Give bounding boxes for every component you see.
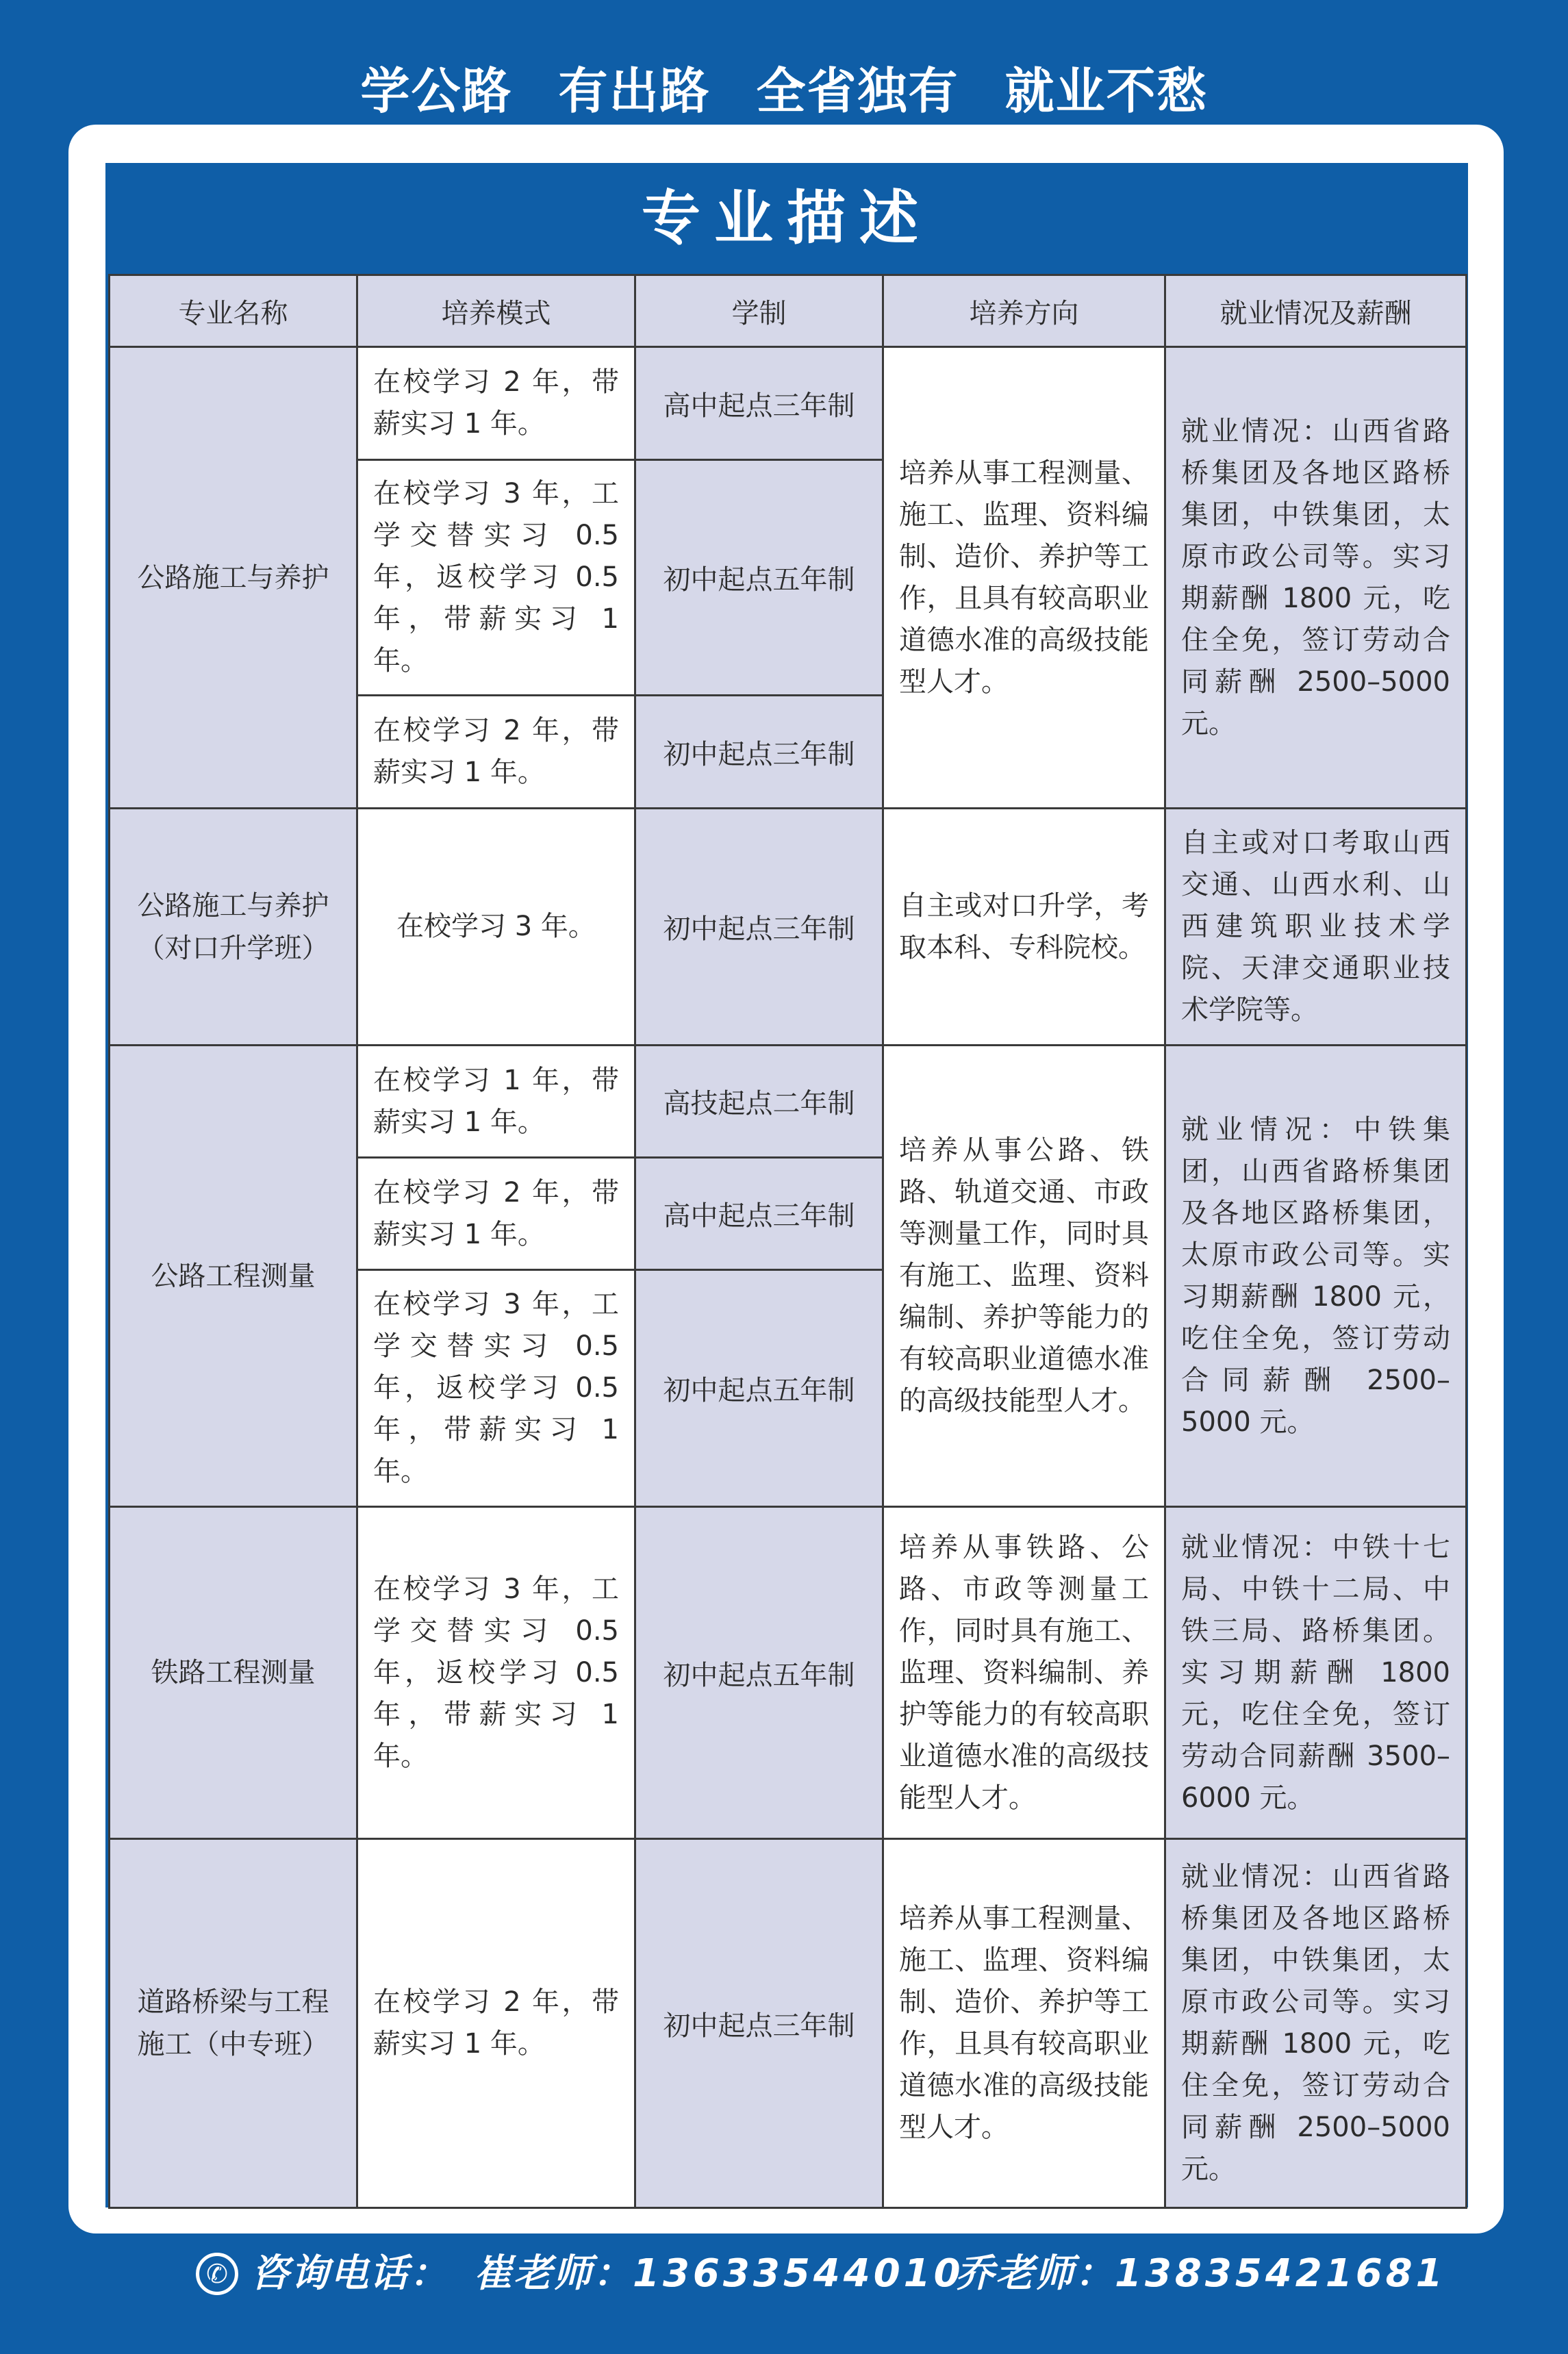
header-system: 学制: [635, 275, 883, 347]
contact-footer: [0, 2236, 1568, 2312]
contact1-phone[interactable]: 13633544010: [633, 2251, 964, 2296]
table-row: [110, 1839, 1467, 2208]
contact1-name: 崔老师：: [474, 2251, 633, 2296]
table-row: [110, 809, 1467, 1046]
table-row: [110, 347, 1467, 460]
header-mode: 培养模式: [357, 275, 635, 347]
major-name: 公路工程测量: [110, 1046, 357, 1507]
table-header-row: [110, 275, 1467, 347]
employment-info: 就业情况：中铁十七局、中铁十二局、中铁三局、路桥集团。实习期薪酬 1800 元，吃住全免，签订劳动合同薪酬 3500–6000 元。: [1165, 1507, 1467, 1839]
training-direction: 培养从事工程测量、施工、监理、资料编制、造价、养护等工作，且具有较高职业道德水准的高级技能型人才。: [883, 347, 1165, 809]
employment-info: 就业情况：山西省路桥集团及各地区路桥集团，中铁集团，太原市政公司等。实习期薪酬 1800 元，吃住全免，签订劳动合同薪酬 2500–5000 元。: [1165, 1839, 1467, 2208]
employment-info: 就业情况：中铁集团，山西省路桥集团及各地区路桥集团，太原市政公司等。实习期薪酬 1800 元，吃住全免，签订劳动合同薪酬 2500–5000 元。: [1165, 1046, 1467, 1507]
major-name: 铁路工程测量: [110, 1507, 357, 1839]
training-mode: 在校学习 2 年，带薪实习 1 年。: [357, 347, 635, 460]
school-system: 高中起点三年制: [635, 1158, 883, 1270]
school-system: 初中起点五年制: [635, 1270, 883, 1507]
slogan-3: 全省独有: [756, 62, 959, 120]
school-system: 初中起点五年制: [635, 1507, 883, 1839]
major-description-panel: [105, 163, 1468, 2207]
school-system: 高技起点二年制: [635, 1046, 883, 1158]
training-mode: 在校学习 2 年，带薪实习 1 年。: [357, 1158, 635, 1270]
contact2-name: 乔老师：: [956, 2251, 1115, 2296]
table-row: [110, 1046, 1467, 1158]
slogan-banner: [0, 53, 1568, 129]
contact-line-2: [956, 2236, 1446, 2312]
header-direction: 培养方向: [883, 275, 1165, 347]
phone-icon: ✆: [196, 2253, 238, 2295]
school-system: 初中起点三年制: [635, 809, 883, 1046]
school-system: 初中起点三年制: [635, 696, 883, 809]
training-direction: 培养从事公路、铁路、轨道交通、市政等测量工作，同时具有施工、监理、资料编制、养护等能力的有较高职业道德水准的高级技能型人才。: [883, 1046, 1165, 1507]
employment-info: 自主或对口考取山西交通、山西水利、山西建筑职业技术学院、天津交通职业技术学院等。: [1165, 809, 1467, 1046]
training-mode: 在校学习 2 年，带薪实习 1 年。: [357, 696, 635, 809]
panel-title: 专业描述: [642, 184, 932, 253]
training-direction: 培养从事铁路、公路、市政等测量工作，同时具有施工、监理、资料编制、养护等能力的有较高职业道德水准的高级技能型人才。: [883, 1507, 1165, 1839]
contact-line-1: [251, 2236, 964, 2312]
contact2-phone[interactable]: 13835421681: [1115, 2251, 1446, 2296]
major-name-line-2: （对口升学班）: [137, 932, 329, 964]
training-mode: 在校学习 3 年。: [357, 809, 635, 1046]
training-mode: 在校学习 3 年，工学交替实习 0.5 年，返校学习 0.5 年，带薪实习 1 年。: [357, 460, 635, 696]
header-name: 专业名称: [110, 275, 357, 347]
school-system: 初中起点五年制: [635, 460, 883, 696]
major-table: [108, 274, 1467, 2209]
major-name: [110, 809, 357, 1046]
employment-info: 就业情况：山西省路桥集团及各地区路桥集团，中铁集团，太原市政公司等。实习期薪酬 1800 元，吃住全免，签订劳动合同薪酬 2500–5000 元。: [1165, 347, 1467, 809]
training-mode: 在校学习 3 年，工学交替实习 0.5 年，返校学习 0.5 年，带薪实习 1 年。: [357, 1507, 635, 1839]
school-system: 初中起点三年制: [635, 1839, 883, 2208]
school-system: 高中起点三年制: [635, 347, 883, 460]
header-employment: 就业情况及薪酬: [1165, 275, 1467, 347]
training-direction: 培养从事工程测量、施工、监理、资料编制、造价、养护等工作，且具有较高职业道德水准的高级技能型人才。: [883, 1839, 1165, 2208]
major-name-line-1: 公路施工与养护: [137, 889, 329, 922]
table-row: [110, 1507, 1467, 1839]
training-mode: 在校学习 3 年，工学交替实习 0.5 年，返校学习 0.5 年，带薪实习 1 年。: [357, 1270, 635, 1507]
major-name: 道路桥梁与工程施工（中专班）: [110, 1839, 357, 2208]
slogan-1: 学公路: [360, 62, 513, 120]
training-mode: 在校学习 1 年，带薪实习 1 年。: [357, 1046, 635, 1158]
contact-label: 咨询电话：: [251, 2251, 449, 2296]
slogan-4: 就业不愁: [1004, 62, 1208, 120]
slogan-2: 有出路: [558, 62, 711, 120]
training-mode: 在校学习 2 年，带薪实习 1 年。: [357, 1839, 635, 2208]
major-name: 公路施工与养护: [110, 347, 357, 809]
training-direction: 自主或对口升学，考取本科、专科院校。: [883, 809, 1165, 1046]
